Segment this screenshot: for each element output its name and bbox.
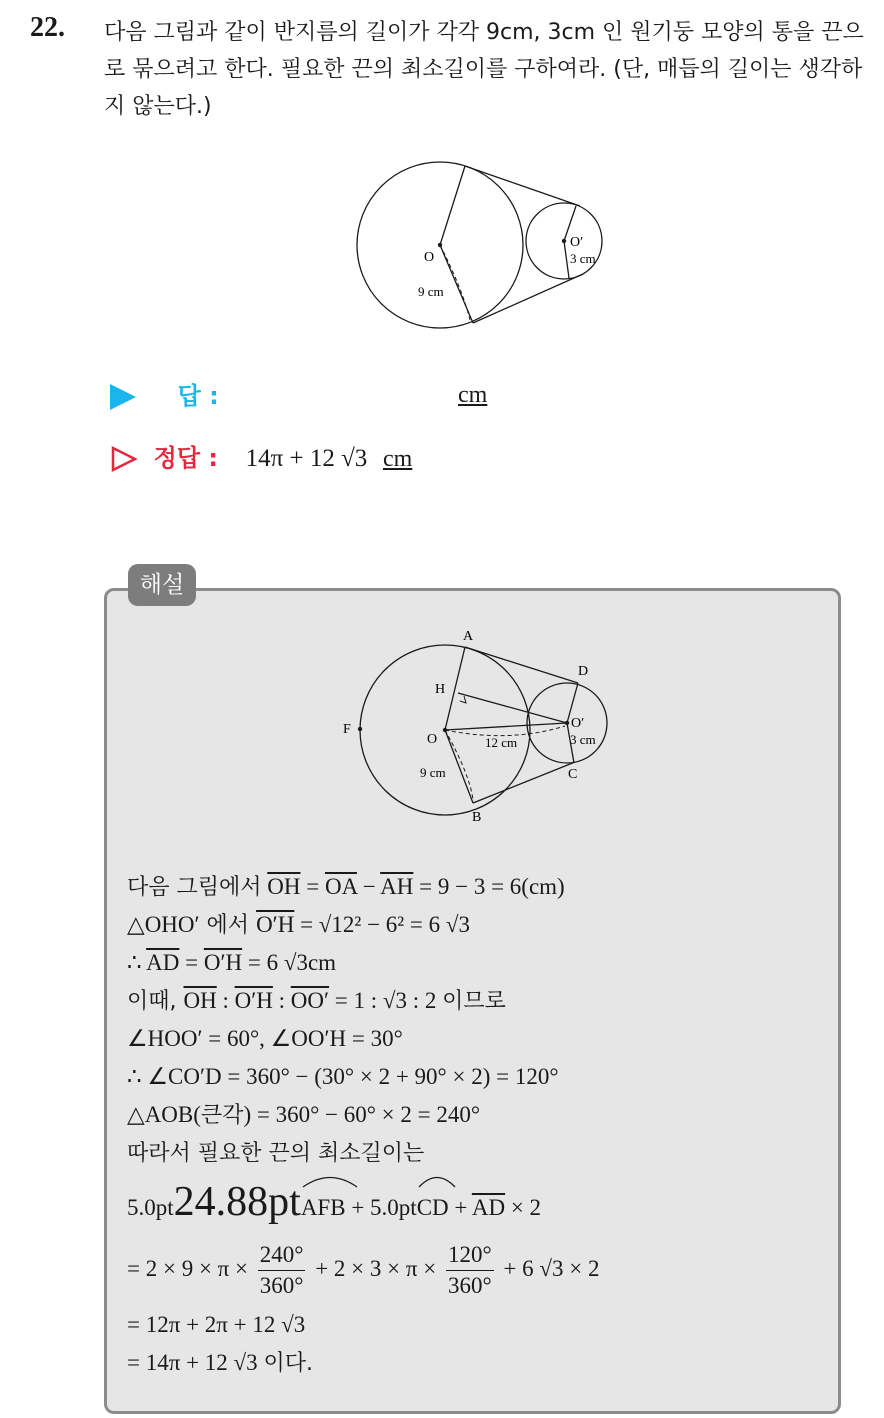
solution-figure [330, 625, 630, 835]
fraction-120-360: $\frac{120^\circ}{360^\circ}$ [447, 1242, 492, 1299]
correct-answer-label: 정답 : [153, 444, 218, 472]
fig2-label-d: D [578, 664, 589, 679]
solution-line-12: = 14π + 12 √3 이다. [127, 1350, 313, 1376]
fig2-label-f: F [343, 722, 351, 737]
fig2-label-o-prime: O′ [571, 716, 585, 731]
solution-line-8: 따라서 필요한 끈의 최소길이는 [127, 1141, 425, 1166]
correct-answer-value: 14π + 12 √3 [245, 445, 368, 472]
play-arrow-icon [110, 384, 136, 410]
solution-line-5: ∠HOO′ = 60°, ∠OO′H = 30° [127, 1026, 403, 1051]
problem-figure [350, 160, 620, 340]
answer-label: 답 : [177, 382, 219, 410]
solution-line-9: 5.0pt24.88pt AFB + 5.0pt CD + $\overline{AD} \times 2$ [127, 1172, 827, 1232]
solution-line-10: = 2 × 9 × π × $\frac{240^\circ}{360^\circ}$ + 2 × 3 × π × $\frac{120^\circ}{360^\circ}$ + 6 √3 × 2 [127, 1232, 827, 1306]
question-text: 다음 그림과 같이 반지름의 길이가 각각 9cm, 3cm 인 원기둥 모양의 통을 끈으로 묶으려고 한다. 필요한 끈의 최소길이를 구하여라. (단, 매듭의 길이는 생각하지 않는다.) [104, 20, 864, 119]
fig2-label-a: A [463, 629, 474, 644]
fig2-label-r2: 3 cm [570, 732, 596, 747]
question-number: 22. [30, 12, 65, 43]
solution-text [127, 868, 827, 1382]
solution-line-11: = 12π + 2π + 12 √3 [127, 1312, 306, 1337]
solution-line-6: ∴ ∠CO′D = 360° − (30° × 2 + 90° × 2) = 120° [127, 1064, 559, 1089]
solution-line-1: 다음 그림에서 $\overline{OH} = \overline{OA} - \overline{AH} = 9 - 3 = 6(cm)$ [127, 874, 565, 900]
fig2-label-o: O [427, 732, 438, 747]
arc-cd: CD [417, 1178, 449, 1238]
fraction-240-360: $\frac{240^\circ}{360^\circ}$ [259, 1242, 304, 1299]
outline-arrow-icon [110, 445, 138, 473]
fig2-label-c: C [568, 767, 578, 782]
correct-answer-unit: cm [382, 446, 413, 472]
fig2-label-b: B [472, 810, 482, 825]
solution-line-2: △OHO′ 에서 O′H = √12² − 6² = 6 √3 [127, 912, 471, 938]
solution-line-7: △AOB(큰각) = 360° − 60° × 2 = 240° [127, 1102, 481, 1128]
solution-tag: 해설 [128, 564, 196, 606]
fig1-label-r1: 9 cm [418, 284, 444, 299]
correct-answer-row [110, 438, 412, 473]
answer-row [110, 376, 610, 416]
fig2-label-h: H [435, 682, 446, 697]
fig2-label-r1: 9 cm [420, 765, 446, 780]
arc-afb: AFB [301, 1178, 346, 1238]
solution-line-4: 이때, $\overline{OH}$ : O′H : OO′ = 1 : √3 : 2 이므로 [127, 988, 506, 1014]
fig2-label-distance: 12 cm [485, 735, 518, 750]
solution-line-3: ∴ $\overline{AD} = O'H = 6$ √3cm [127, 950, 337, 975]
answer-unit: cm [458, 382, 488, 408]
fig1-label-r2: 3 cm [570, 251, 596, 266]
fig1-label-o: O [424, 250, 435, 265]
fig1-label-o-prime: O′ [570, 235, 584, 250]
